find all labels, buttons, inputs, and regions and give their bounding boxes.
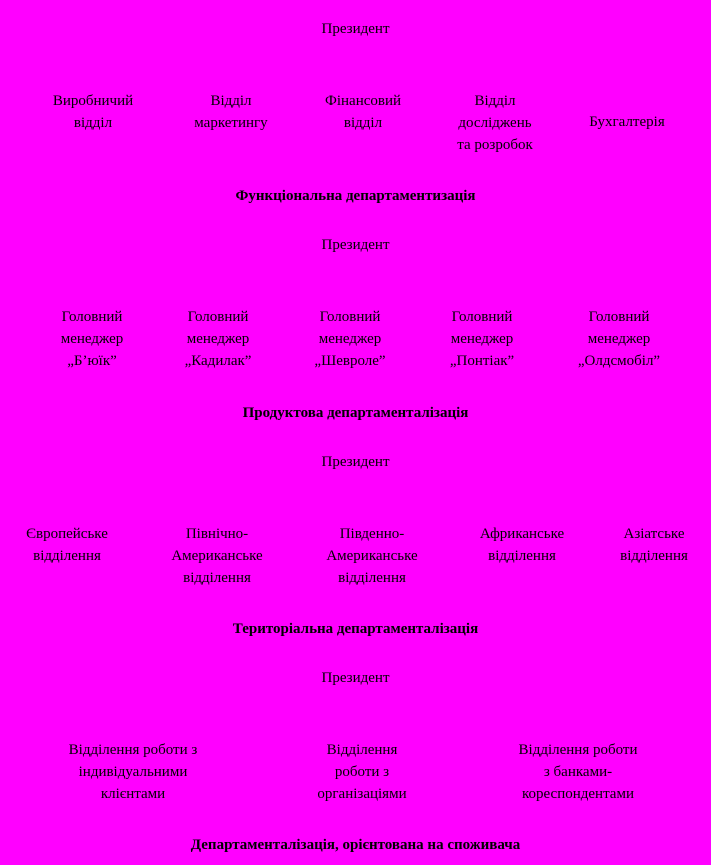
unit-individual-clients: Відділення роботи з індивідуальними клієнтами [68, 742, 198, 802]
unit-rnd: Відділ досліджень та розробок [457, 93, 533, 153]
unit-finance: Фінансовий відділ [324, 93, 402, 131]
caption-product: Продуктова департаменталізація [242, 405, 469, 421]
unit-europe: Європейське відділення [26, 526, 108, 564]
caption-functional: Функціональна департаментизація [235, 188, 476, 204]
unit-correspondent-banks: Відділення роботи з банками- кореспондентами [518, 742, 638, 802]
unit-oldsmobile: Головний менеджер „Олдсмобіл” [577, 309, 661, 369]
unit-north-america: Північно- Американське відділення [171, 526, 263, 586]
president-box: Президент [321, 454, 390, 470]
unit-chevrolet: Головний менеджер „Шевроле” [314, 309, 386, 369]
unit-marketing: Відділ маркетингу [194, 93, 268, 131]
president-box: Президент [321, 670, 390, 686]
unit-organizations: Відділення роботи з організаціями [317, 742, 407, 802]
unit-buick: Головний менеджер „Б’юїк” [60, 309, 124, 369]
caption-territorial: Територіальна департаменталізація [232, 621, 479, 637]
unit-accounting: Бухгалтерія [589, 114, 665, 130]
unit-south-america: Південно- Американське відділення [326, 526, 418, 586]
unit-asia: Азіатське відділення [620, 526, 688, 564]
president-box: Президент [321, 237, 390, 253]
unit-production: Виробничий відділ [52, 93, 134, 131]
unit-africa: Африканське відділення [479, 526, 565, 564]
unit-cadillac: Головний менеджер „Кадилак” [184, 309, 252, 369]
caption-customer: Департаменталізація, орієнтована на споживача [190, 837, 521, 853]
unit-pontiac: Головний менеджер „Понтіак” [449, 309, 515, 369]
president-box: Президент [321, 21, 390, 37]
